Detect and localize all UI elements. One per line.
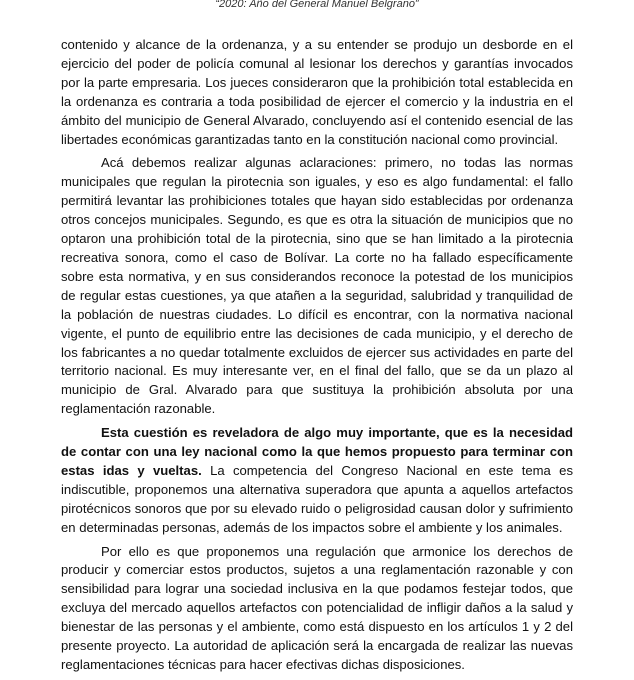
paragraph-3	[61, 424, 573, 537]
paragraph-1: contenido y alcance de la ordenanza, y a su entender se produjo un desborde en el ejercicio del poder de policía comunal al lesionar los derechos y garantías invocados por la parte empresaria. Los jueces consideraron que la prohibición total establecida en la ordenanza es contraria a toda posibilidad de ejercer el comercio y la industria en el ámbito del municipio de General Alvarado, concluyendo así el contenido esencial de las libertades económicas garantizadas tanto en la constitución nacional como provincial.	[61, 37, 573, 147]
paragraph-3-text: La competencia del Congreso Nacional en este tema es indiscutible, proponemos una alternativa superadora que apunta a aquellos artefactos pirotécnicos sonoros que por su elevado ruido o peligrosidad causan dolor y sufrimiento en determinadas personas, además de los impactos sobre el ambiente y los animales.	[61, 462, 573, 535]
paragraph-2: Acá debemos realizar algunas aclaraciones: primero, no todas las normas municipales que regulan la pirotecnia son iguales, y eso es algo fundamental: el fallo permitirá levantar las prohibiciones totales que hayan sido establecidas por ordenanza otros concejos municipales. Segundo, es que es otra la situación de municipios que no optaron una prohibición total de la pirotecnia, sino que se han limitado a la pirotecnia recreativa sonora, como el caso de Bolívar. La corte no ha fallado específicamente sobre esta normativa, y en sus considerandos reconoce la potestad de los municipios de regular estas cuestiones, ya que atañen a la seguridad, salubridad y tranquilidad de la población de nuestras ciudades. Lo difícil es encontrar, con la normativa nacional vigente, el punto de equilibrio entre las decisiones de cada municipio, y el derecho de los fabricantes a no quedar totalmente excluidos de ejercer sus actividades en parte del territorio nacional. Es muy interesante ver, en el final del fallo, que se da un plazo al municipio de Gral. Alvarado para que sustituya la prohibición absoluta por una reglamentación razonable.	[61, 155, 573, 417]
paragraph-3-bold: Esta cuestión es reveladora de algo muy importante, que es la necesidad de contar con una ley nacional como la que hemos propuesto para terminar con estas idas y vueltas.	[61, 425, 573, 478]
document-body	[61, 36, 573, 680]
page-header: “2020: Año del General Manuel Belgrano”	[215, 0, 419, 10]
paragraph-4: Por ello es que proponemos una regulación que armonice los derechos de producir y comerciar estos productos, sujetos a una reglamentación razonable y con sensibilidad para lograr una sociedad inclusiva en la que podamos festejar todos, que excluya del mercado aquellos artefactos con potencialidad de infligir daños a la salud y bienestar de las personas y el ambiente, como está dispuesto en los artículos 1 y 2 del presente proyecto. La autoridad de aplicación será la encargada de realizar las nuevas reglamentaciones técnicas para hacer efectivas dichas disposiciones.	[61, 543, 573, 672]
